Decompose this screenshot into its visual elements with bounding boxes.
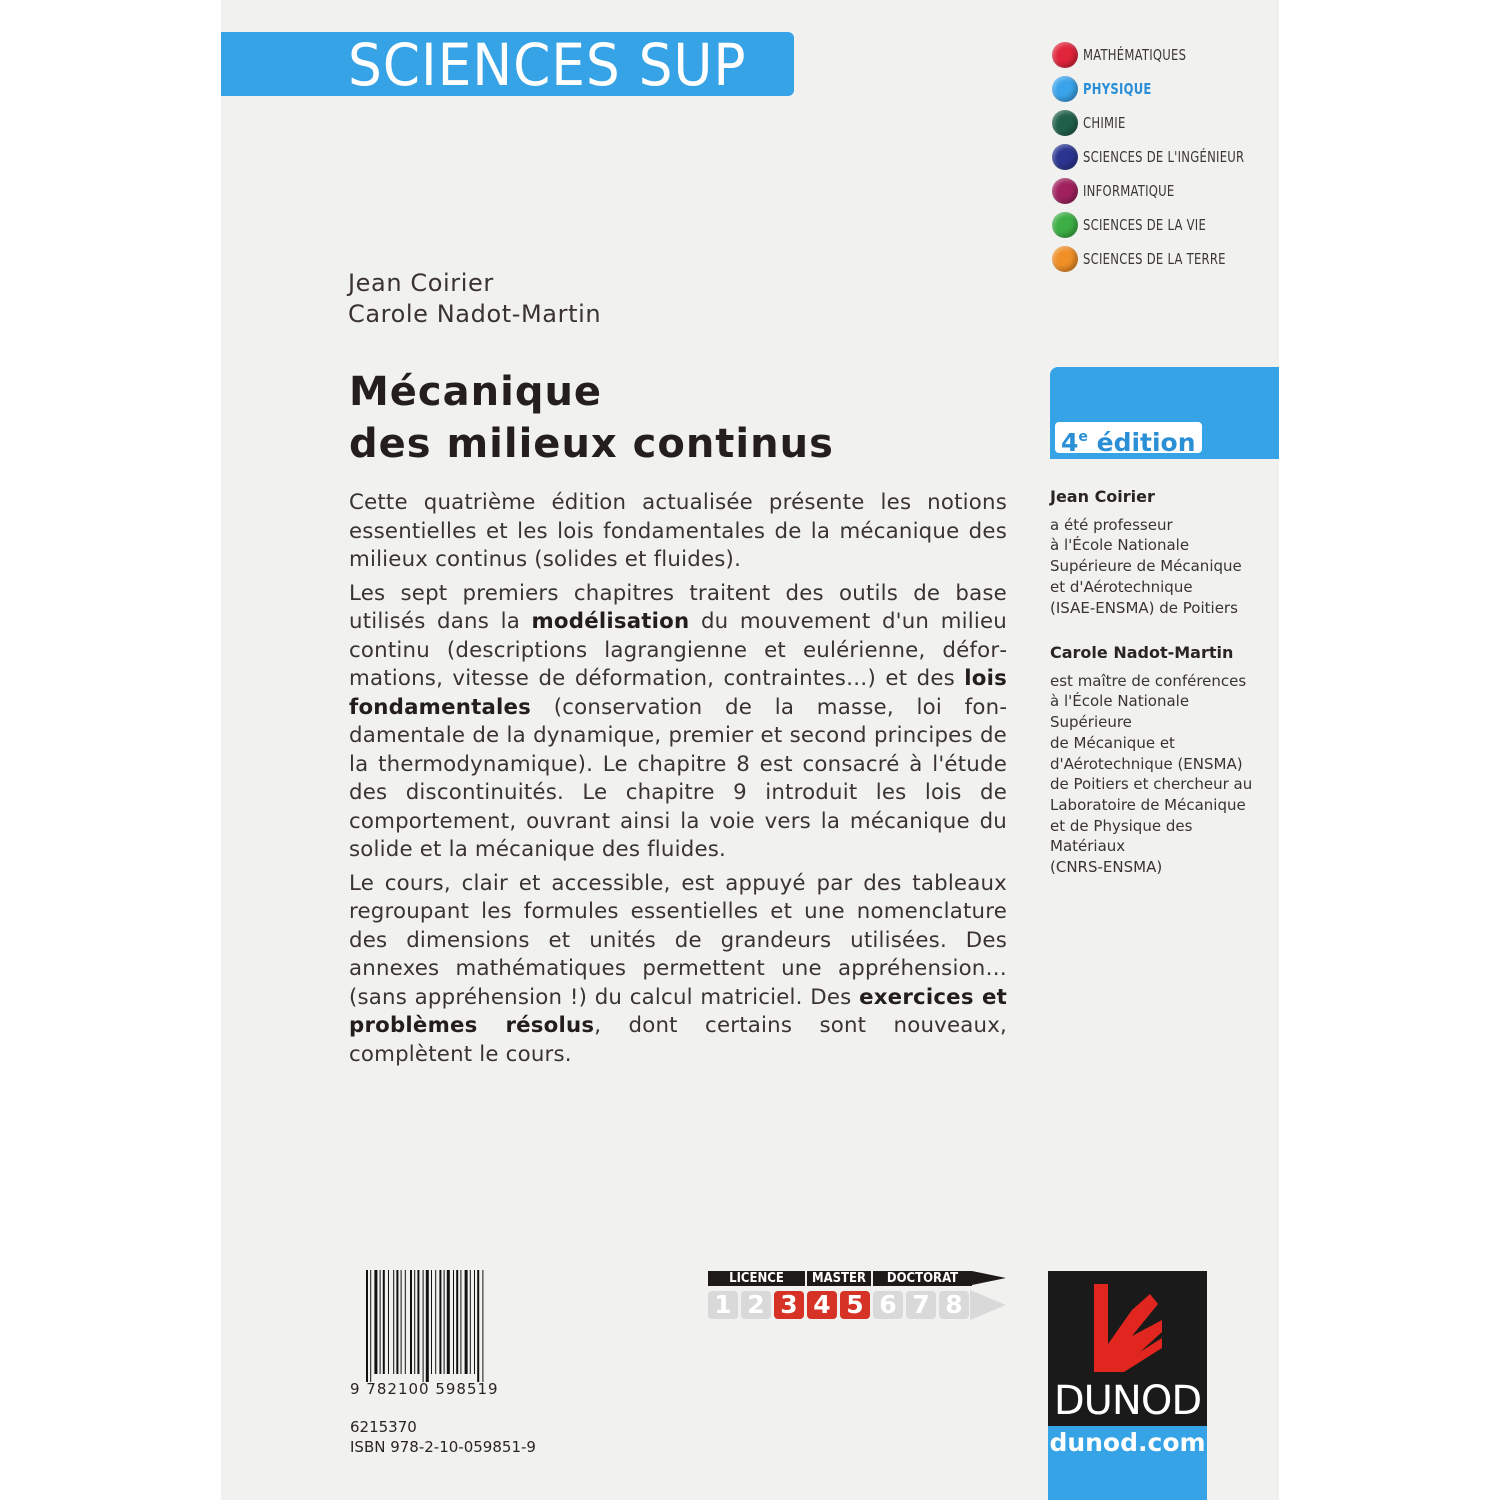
lmd-level: 8 [939,1291,969,1319]
discipline-label: INFORMATIQUE [1083,182,1175,200]
lmd-licence-label: LICENCE [708,1271,805,1286]
book-title [349,366,834,470]
bio-line: a été professeur [1050,515,1173,534]
bio-line: Supérieure [1050,713,1132,732]
author-name: Jean Coirier [348,269,494,297]
bio-line: et de Physique des [1050,816,1193,835]
series-title: SCIENCES SUP [348,31,747,99]
discipline-dot-icon [1052,246,1078,272]
lmd-doctorat-label: DOCTORAT [873,1271,972,1286]
edition-label: 4e édition [1055,422,1202,453]
lmd-master-label: MASTER [807,1271,871,1286]
discipline-item [1052,210,1272,244]
bio-line: de Poitiers et chercheur au [1050,775,1253,794]
bio-line: d'Aérotechnique (ENSMA) [1050,754,1243,773]
description-paragraph: Les sept premiers chapitres traitent des outils de base utilisés dans la modélisation du mouvement d'un milieu continu (descriptions lagrangienne et eulérienne, déformations, vitesse de déformation, contraintes…) et des lois fondamentales (conservation de la masse, loi fondamentale de la dynamique, premier et second principes de la thermodynamique). Le chapitre 8 est consacré à l'étude des discontinuités. Le chapitre 9 introduit les lois de comportement, ouvrant ainsi la voie vers la mécanique du solide et la mécanique des fluides. [349,580,1007,862]
barcode-digits: 9 782100 598519 [350,1380,499,1398]
author-name: Carole Nadot-Martin [348,300,602,328]
bio-line: et d'Aérotechnique [1050,577,1193,596]
discipline-item [1052,142,1272,176]
discipline-label: PHYSIQUE [1083,80,1152,98]
lmd-level: 7 [906,1291,936,1319]
barcode-icon [365,1270,507,1382]
bio-line: de Mécanique et [1050,733,1175,752]
discipline-label: SCIENCES DE L'INGÉNIEUR [1083,148,1245,166]
lmd-level: 2 [741,1291,771,1319]
discipline-item [1052,244,1272,278]
publisher-url: dunod.com [1049,1428,1206,1457]
description-text [349,489,1007,1074]
lmd-level-highlighted: 3 [774,1291,804,1319]
bio-line: Laboratoire de Mécanique [1050,795,1246,814]
lmd-arrow-icon [972,1271,1006,1285]
bio-line: (CNRS-ENSMA) [1050,858,1163,877]
lmd-level-highlighted: 5 [840,1291,870,1319]
bio-line: à l'École Nationale [1050,536,1190,555]
dunod-flame-icon [1088,1280,1168,1376]
bio-name: Carole Nadot-Martin [1050,643,1234,662]
discipline-item [1052,74,1272,108]
discipline-item [1052,176,1272,210]
discipline-list [1052,40,1272,278]
discipline-item [1052,40,1272,74]
discipline-dot-icon [1052,110,1078,136]
bio-line: à l'École Nationale [1050,692,1190,711]
lmd-tail-arrow-icon [970,1290,1006,1320]
bio-line: est maître de conférences [1050,671,1247,690]
bio-line: (ISAE-ENSMA) de Poitiers [1050,598,1238,617]
author-bio [1050,487,1265,618]
discipline-dot-icon [1052,212,1078,238]
author-bio [1050,643,1265,878]
lmd-level-highlighted: 4 [807,1291,837,1319]
bio-line: Supérieure de Mécanique [1050,557,1242,576]
discipline-dot-icon [1052,76,1078,102]
lmd-level: 1 [708,1291,738,1319]
product-code: 6215370 [350,1418,417,1436]
discipline-item [1052,108,1272,142]
book-title-line: des milieux continus [349,421,834,467]
discipline-label: SCIENCES DE LA TERRE [1083,250,1226,268]
book-title-line: Mécanique [349,369,603,415]
description-paragraph: Le cours, clair et accessible, est appuyé par des tableaux regroupant les formules essentielles et une nomenclature des dimensions et unités de grandeurs utilisées. Des annexes mathématiques permettent une appréhension… (sans appréhension !) du calcul matriciel. Des exercices et problèmes résolus, dont certains sont nouveaux, complètent le cours. [349,870,1007,1067]
discipline-dot-icon [1052,178,1078,204]
discipline-dot-icon [1052,42,1078,68]
discipline-label: MATHÉMATIQUES [1083,46,1187,64]
publisher-name: DUNOD [1053,1378,1202,1424]
discipline-label: CHIMIE [1083,114,1126,132]
bio-line: Matériaux [1050,837,1126,856]
bio-name: Jean Coirier [1050,487,1155,506]
lmd-level: 6 [873,1291,903,1319]
description-paragraph: Cette quatrième édition actualisée présente les notions essentielles et les lois fondamentales de la mécanique des milieux continus (solides et fluides). [349,490,1007,572]
isbn: ISBN 978-2-10-059851-9 [350,1438,536,1456]
discipline-dot-icon [1052,144,1078,170]
discipline-label: SCIENCES DE LA VIE [1083,216,1207,234]
